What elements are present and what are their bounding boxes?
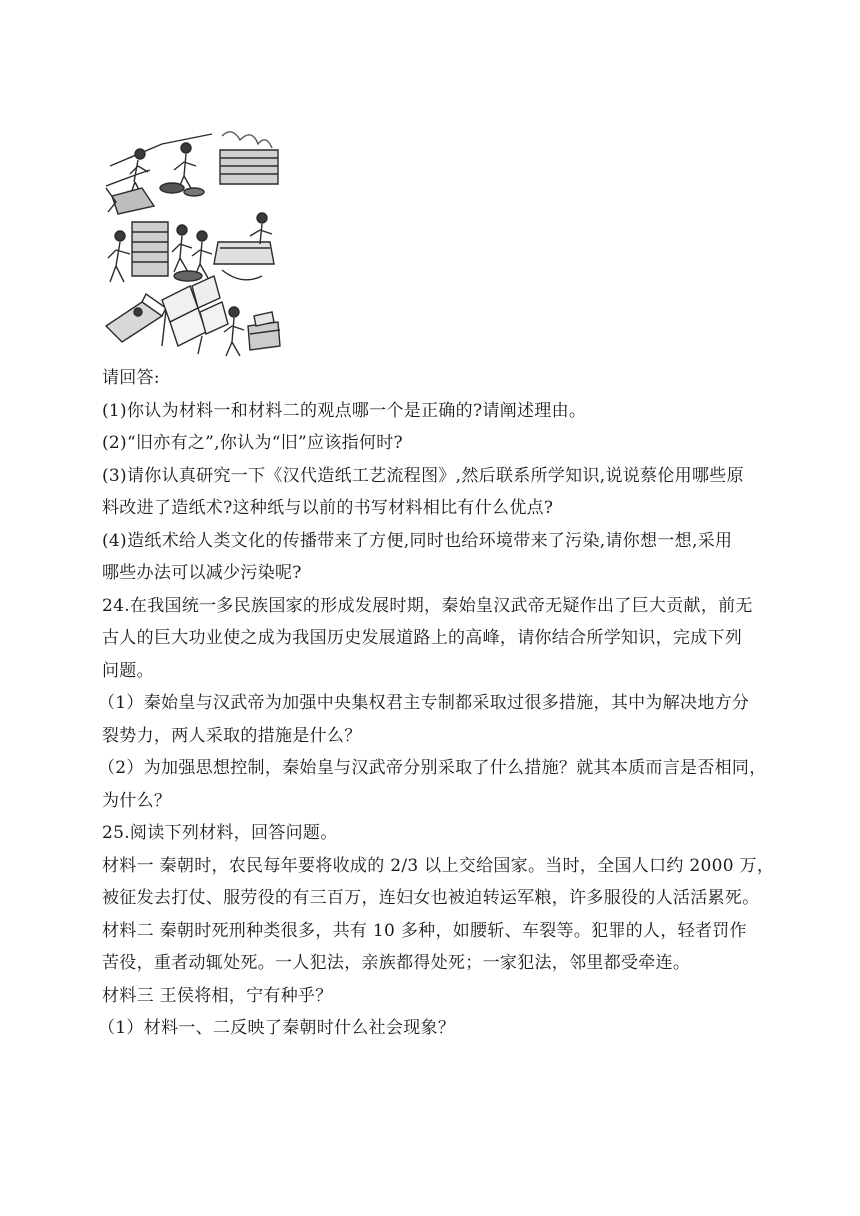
text-line: 材料三 王侯将相，宁有种乎？	[102, 985, 333, 1006]
text-line: 苦役，重者动辄处死。一人犯法，亲族都得处死；一家犯法，邻里都受牵连。	[102, 953, 691, 973]
papermaking-illustration	[102, 126, 286, 358]
text-line: 材料二 秦朝时死刑种类很多，共有 10 多种，如腰斩、车裂等。犯罪的人，轻者罚作	[102, 920, 747, 941]
text-line: 裂势力，两人采取的措施是什么？	[102, 725, 362, 746]
text-line: (3)请你认真研究一下《汉代造纸工艺流程图》,然后联系所学知识,说说蔡伦用哪些原	[102, 465, 744, 486]
text-line: 被征发去打仗、服劳役的有三百万，连妇女也被迫转运军粮，许多服役的人活活累死。	[102, 888, 760, 908]
papermaking-icon	[102, 126, 286, 358]
text-line: （1）材料一、二反映了秦朝时什么社会现象？	[98, 1018, 456, 1038]
text-line: (4)造纸术给人类文化的传播带来了方便,同时也给环境带来了污染,请你想一想,采用	[102, 530, 733, 551]
text-line: 问题。	[102, 660, 154, 681]
text-line: （1）秦始皇与汉武帝为加强中央集权君主专制都采取过很多措施，其中为解决地方分	[98, 693, 750, 713]
text-line: (1)你认为材料一和材料二的观点哪一个是正确的?请阐述理由。	[102, 400, 587, 421]
text-line: 古人的巨大功业使之成为我国历史发展道路上的高峰，请你结合所学知识，完成下列	[102, 628, 743, 648]
text-line: 请回答:	[102, 368, 160, 388]
text-line: 24.在我国统一多民族国家的形成发展时期，秦始皇汉武帝无疑作出了巨大贡献，前无	[102, 595, 753, 616]
text-line: 哪些办法可以减少污染呢?	[102, 563, 302, 583]
question-text-block	[98, 362, 775, 1045]
text-line: (2)“旧亦有之”,你认为“旧”应该指何时?	[102, 433, 403, 453]
text-line: 为什么？	[102, 790, 172, 811]
text-line: 25.阅读下列材料，回答问题。	[102, 823, 338, 843]
text-line: 材料一 秦朝时，农民每年要将收成的 2/3 以上交给国家。当时，全国人口约 2000 万，	[102, 855, 775, 876]
text-line: （2）为加强思想控制，秦始皇与汉武帝分别采取了什么措施？就其本质而言是否相同，	[98, 758, 767, 778]
text-line: 料改进了造纸术?这种纸与以前的书写材料相比有什么优点?	[102, 498, 554, 518]
